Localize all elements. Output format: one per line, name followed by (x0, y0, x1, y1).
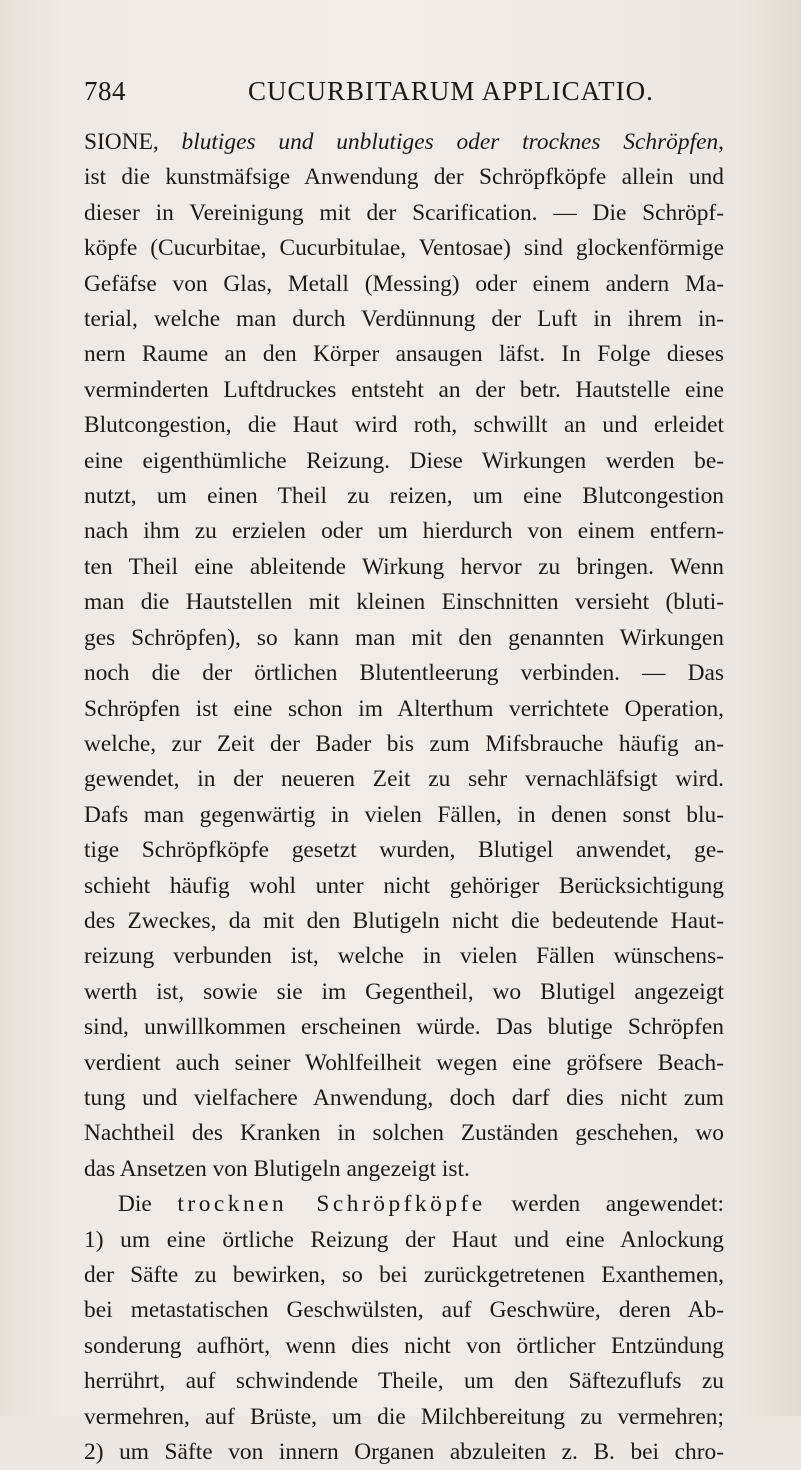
text-line: sonderung aufhört, wenn dies nicht von örtlicher Entzündung (84, 1332, 724, 1359)
text-line: dieser in Vereinigung mit der Scarification. — Die Schröpf- (84, 199, 724, 226)
text-line: verminderten Luftdruckes entsteht an der betr. Hautstelle eine (84, 376, 724, 403)
line-text: SIONE, (84, 129, 182, 155)
text-line: das Ansetzen von Blutigeln angezeigt ist. (84, 1155, 470, 1182)
line-text: Die (118, 1191, 178, 1218)
text-line: köpfe (Cucurbitae, Cucurbitulae, Ventosae) sind glockenförmige (84, 235, 724, 262)
text-line: Nachtheil des Kranken in solchen Zuständen geschehen, wo (84, 1120, 724, 1147)
text-line: gewendet, in der neueren Zeit zu sehr vernachläfsigt wird. (84, 766, 724, 793)
text-line: Blutcongestion, die Haut wird roth, schwillt an und erleidet (84, 412, 724, 439)
text-line (84, 125, 724, 160)
text-line: terial, welche man durch Verdünnung der Luft in ihrem in- (84, 306, 724, 333)
text-line: welche, zur Zeit der Bader bis zum Mifsbrauche häufig an- (84, 730, 724, 757)
text-line: tung und vielfachere Anwendung, doch darf dies nicht zum (84, 1084, 724, 1111)
text-line: Dafs man gegenwärtig in vielen Fällen, in denen sonst blu- (84, 801, 724, 828)
line-text: , (718, 129, 724, 155)
text-line: bei metastatischen Geschwülsten, auf Geschwüre, deren Ab- (84, 1297, 724, 1324)
text-line: tige Schröpfköpfe gesetzt wurden, Blutigel anwendet, ge- (84, 837, 724, 864)
italic-phrase: blutiges und unblutiges oder trocknes Schröpfen (181, 129, 719, 155)
running-head (84, 76, 717, 116)
text-line: verdient auch seiner Wohlfeilheit wegen eine gröfsere Beach- (84, 1049, 724, 1076)
text-line: 1) um eine örtliche Reizung der Haut und eine Anlockung (84, 1226, 724, 1253)
text-line: sind, unwillkommen erscheinen würde. Das blutige Schröpfen (84, 1014, 724, 1041)
text-line: Schröpfen ist eine schon im Alterthum verrichtete Operation, (84, 695, 724, 722)
text-line: ges Schröpfen), so kann man mit den genannten Wirkungen (84, 624, 724, 651)
text-line: eine eigenthümliche Reizung. Diese Wirkungen werden be- (84, 447, 724, 474)
body-text (84, 125, 724, 1470)
text-line: vermehren, auf Brüste, um die Milchbereitung zu vermehren; (84, 1403, 724, 1430)
text-line: des Zweckes, da mit den Blutigeln nicht die bedeutende Haut- (84, 907, 724, 934)
text-line: der Säfte zu bewirken, so bei zurückgetretenen Exanthemen, (84, 1262, 724, 1288)
text-line: ten Theil eine ableitende Wirkung hervor zu bringen. Wenn (84, 553, 724, 580)
text-line: schieht häufig wohl unter nicht gehöriger Berücksichtigung (84, 872, 724, 899)
text-line (84, 1187, 724, 1222)
text-line: Gefäfse von Glas, Metall (Messing) oder einem andern Ma- (84, 270, 724, 297)
text-line: reizung verbunden ist, welche in vielen Fällen wünschens- (84, 943, 724, 970)
text-line: ist die kunstmäfsige Anwendung der Schröpfköpfe allein und (84, 164, 724, 191)
text-line: nach ihm zu erzielen oder um hierdurch von einem entfern- (84, 518, 724, 545)
spaced-phrase: trocknen Schröpfköpfe (177, 1191, 486, 1218)
text-line: herrührt, auf schwindende Theile, um den Säftezuflufs zu (84, 1368, 724, 1395)
text-line: nern Raume an den Körper ansaugen läfst. In Folge dieses (84, 341, 724, 368)
text-line: man die Hautstellen mit kleinen Einschnitten versieht (bluti- (84, 589, 724, 616)
text-line: nutzt, um einen Theil zu reizen, um eine Blutcongestion (84, 483, 724, 510)
text-line: noch die der örtlichen Blutentleerung verbinden. — Das (84, 660, 724, 687)
text-line: 2) um Säfte von innern Organen abzuleiten z. B. bei chro- (84, 1439, 724, 1466)
line-text: werden angewendet: (485, 1191, 724, 1218)
running-title: CUCURBITARUM APPLICATIO. (248, 76, 654, 106)
page-number: 784 (84, 76, 126, 106)
text-line: werth ist, sowie sie im Gegentheil, wo Blutigel angezeigt (84, 978, 724, 1005)
